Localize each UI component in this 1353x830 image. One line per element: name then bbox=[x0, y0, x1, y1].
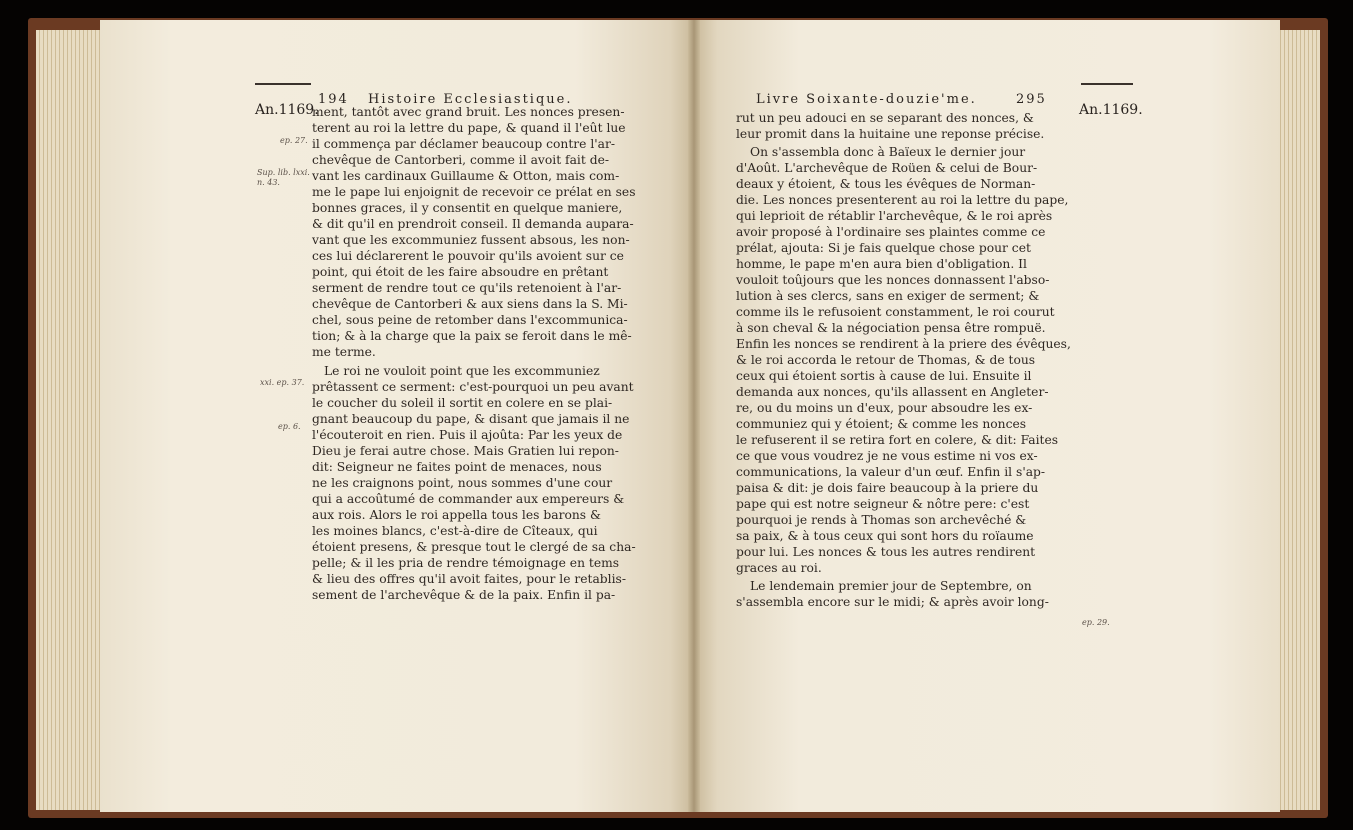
text-line: aux rois. Alors le roi appella tous les barons & bbox=[312, 508, 601, 522]
text-line: me le pape lui enjoignit de recevoir ce prélat en ses bbox=[312, 185, 636, 199]
text-line: ment, tantôt avec grand bruit. Les nonces presen- bbox=[312, 105, 625, 119]
text-line: tion; & à la charge que la paix se feroit dans le mê- bbox=[312, 329, 632, 343]
text-line: deaux y étoient, & tous les évêques de Norman- bbox=[736, 177, 1036, 191]
header-rule bbox=[255, 83, 311, 85]
margin-note: n. 43. bbox=[257, 178, 280, 187]
text-line: les moines blancs, c'est-à-dire de Cîteaux, qui bbox=[312, 524, 598, 538]
text-line: Dieu je ferai autre chose. Mais Gratien lui repon- bbox=[312, 444, 619, 458]
right-page bbox=[694, 20, 1280, 812]
right-year-note: An.1169. bbox=[1079, 102, 1143, 118]
text-line: étoient presens, & presque tout le clergé de sa cha- bbox=[312, 540, 636, 554]
text-line: chevêque de Cantorberi & aux siens dans la S. Mi- bbox=[312, 297, 628, 311]
text-line: pour lui. Les nonces & tous les autres rendirent bbox=[736, 545, 1036, 559]
text-line: & dit qu'il en prendroit conseil. Il demanda aupara- bbox=[312, 217, 634, 231]
margin-note: Sup. lib. lxxi. bbox=[257, 168, 310, 177]
text-line: s'assembla encore sur le midi; & après avoir long- bbox=[736, 595, 1049, 609]
text-line: terent au roi la lettre du pape, & quand il l'eût lue bbox=[312, 121, 626, 135]
text-line: vant que les excommuniez fussent absous, les non- bbox=[312, 233, 630, 247]
text-line: vant les cardinaux Guillaume & Otton, mais com- bbox=[312, 169, 620, 183]
text-line: leur promit dans la huitaine une reponse précise. bbox=[736, 127, 1045, 141]
text-line: vouloit toûjours que les nonces donnassent l'abso- bbox=[736, 273, 1050, 287]
left-running-title: Histoire Ecclesiastique. bbox=[368, 92, 573, 107]
text-line: qui leprioit de rétablir l'archevêque, & le roi après bbox=[736, 209, 1053, 223]
text-line: l'écouteroit en rien. Puis il ajoûta: Par les yeux de bbox=[312, 428, 623, 442]
text-line: avoir proposé à l'ordinaire ses plaintes comme ce bbox=[736, 225, 1046, 239]
text-line: paisa & dit: je dois faire beaucoup à la priere du bbox=[736, 481, 1039, 495]
text-line: point, qui étoit de les faire absoudre en prêtant bbox=[312, 265, 609, 279]
text-line: ne les craignons point, nous sommes d'une cour bbox=[312, 476, 613, 490]
right-running-title: Livre Soixante-douzie'me. bbox=[756, 92, 977, 107]
left-page bbox=[100, 20, 694, 812]
text-line: homme, le pape m'en aura bien d'obligation. Il bbox=[736, 257, 1027, 271]
right-page-number: 295 bbox=[1016, 92, 1047, 107]
text-line: chevêque de Cantorberi, comme il avoit fait de- bbox=[312, 153, 610, 167]
text-line: le coucher du soleil il sortit en colere en se plai- bbox=[312, 396, 613, 410]
text-line: graces au roi. bbox=[736, 561, 822, 575]
text-line: lution à ses clercs, sans en exiger de serment; & bbox=[736, 289, 1040, 303]
text-line: re, ou du moins un d'eux, pour absoudre les ex- bbox=[736, 401, 1033, 415]
text-line: communiez qui y étoient; & comme les nonces bbox=[736, 417, 1027, 431]
text-line: pourquoi je rends à Thomas son archevêché & bbox=[736, 513, 1027, 527]
text-line: serment de rendre tout ce qu'ils retenoient à l'ar- bbox=[312, 281, 622, 295]
text-line: ceux qui étoient sortis à cause de lui. Ensuite il bbox=[736, 369, 1032, 383]
text-line: d'Août. L'archevêque de Roüen & celui de Bour- bbox=[736, 161, 1038, 175]
text-line: le refuserent il se retira fort en colere, & dit: Faites bbox=[736, 433, 1059, 447]
text-line: chel, sous peine de retomber dans l'excommunica- bbox=[312, 313, 628, 327]
text-line: me terme. bbox=[312, 345, 376, 359]
text-line: Le lendemain premier jour de Septembre, on bbox=[750, 579, 1032, 593]
text-line: ce que vous voudrez je ne vous estime ni vos ex- bbox=[736, 449, 1038, 463]
text-line: qui a accoûtumé de commander aux empereurs & bbox=[312, 492, 625, 506]
text-line: bonnes graces, il y consentit en quelque maniere, bbox=[312, 201, 623, 215]
text-line: comme ils le refusoient constamment, le roi courut bbox=[736, 305, 1055, 319]
text-line: communications, la valeur d'un œuf. Enfin il s'ap- bbox=[736, 465, 1046, 479]
text-line: demanda aux nonces, qu'ils allassent en Angleter- bbox=[736, 385, 1049, 399]
book-gutter bbox=[688, 20, 700, 812]
text-line: sa paix, & à tous ceux qui sont hors du roïaume bbox=[736, 529, 1034, 543]
text-line: à son cheval & la négociation pensa être rompuë. bbox=[736, 321, 1046, 335]
book bbox=[28, 14, 1328, 820]
margin-note: xxi. ep. 37. bbox=[260, 378, 305, 387]
text-line: ces lui déclarerent le pouvoir qu'ils avoient sur ce bbox=[312, 249, 624, 263]
text-line: & lieu des offres qu'il avoit faites, pour le retablis- bbox=[312, 572, 627, 586]
text-line: dit: Seigneur ne faites point de menaces, nous bbox=[312, 460, 602, 474]
text-line: die. Les nonces presenterent au roi la lettre du pape, bbox=[736, 193, 1069, 207]
header-rule bbox=[1081, 83, 1133, 85]
text-line: & le roi accorda le retour de Thomas, & de tous bbox=[736, 353, 1036, 367]
left-year-note: An.1169. bbox=[255, 102, 319, 118]
margin-note: ep. 6. bbox=[278, 422, 301, 431]
text-line: Le roi ne vouloit point que les excommuniez bbox=[324, 364, 600, 378]
text-line: rut un peu adouci en se separant des nonces, & bbox=[736, 111, 1034, 125]
text-line: Enfin les nonces se rendirent à la priere des évêques, bbox=[736, 337, 1071, 351]
left-page-number: 194 bbox=[318, 92, 349, 107]
text-line: prélat, ajouta: Si je fais quelque chose pour cet bbox=[736, 241, 1031, 255]
text-line: sement de l'archevêque & de la paix. Enfin il pa- bbox=[312, 588, 616, 602]
text-line: gnant beaucoup du pape, & disant que jamais il ne bbox=[312, 412, 630, 426]
text-line: prêtassent ce serment: c'est-pourquoi un peu avant bbox=[312, 380, 634, 394]
text-line: On s'assembla donc à Baïeux le dernier jour bbox=[750, 145, 1026, 159]
left-page-edges bbox=[36, 30, 106, 810]
margin-note: ep. 29. bbox=[1082, 618, 1110, 627]
text-line: pape qui est notre seigneur & nôtre pere: c'est bbox=[736, 497, 1030, 511]
text-line: pelle; & il les pria de rendre témoignage en tems bbox=[312, 556, 620, 570]
margin-note: ep. 27. bbox=[280, 136, 308, 145]
text-line: il commença par déclamer beaucoup contre l'ar- bbox=[312, 137, 616, 151]
